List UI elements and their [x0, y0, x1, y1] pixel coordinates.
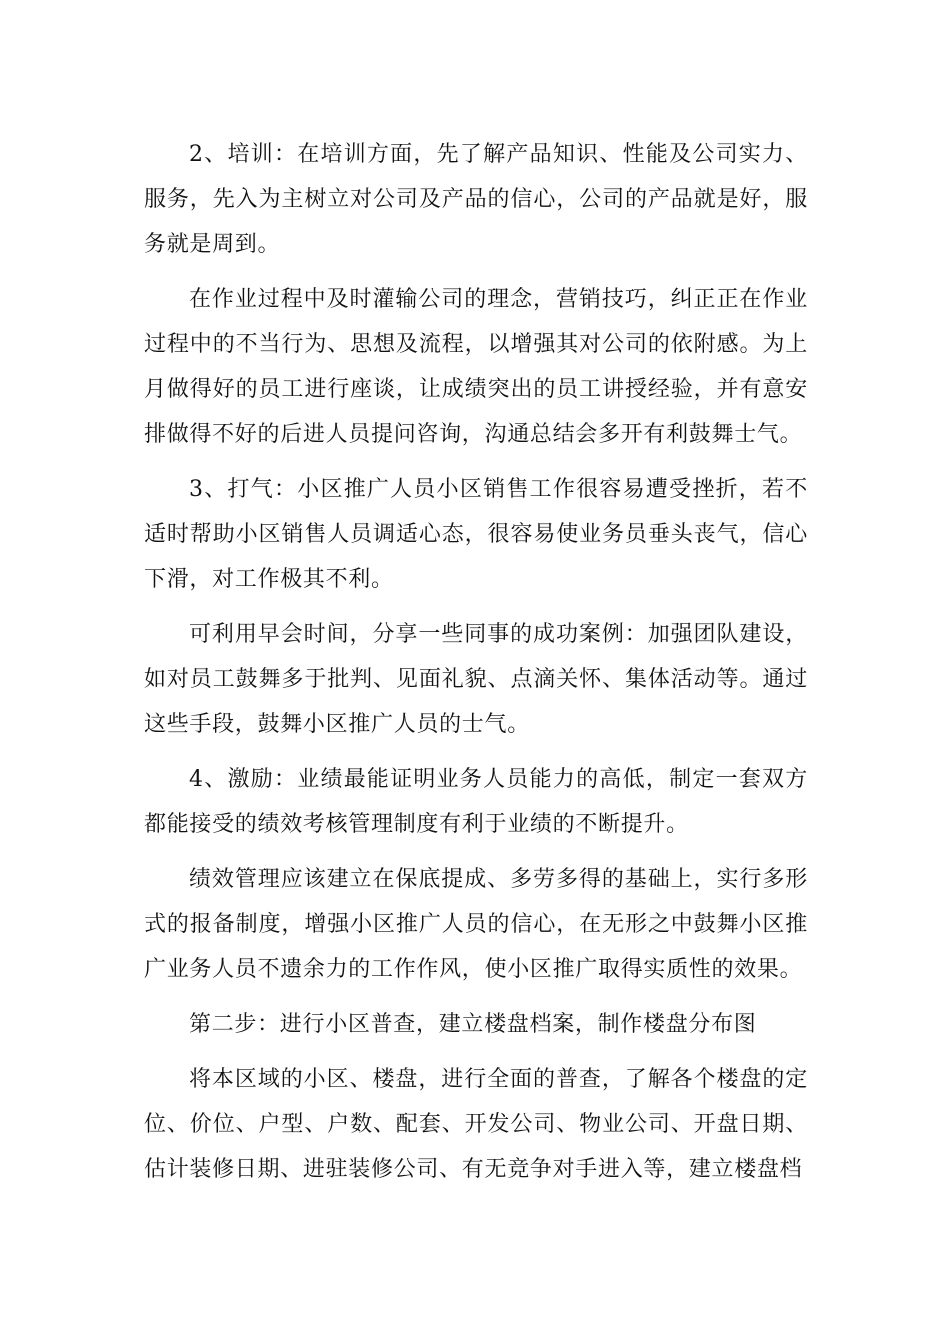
paragraph-incentive: 4、激励：业绩最能证明业务人员能力的高低，制定一套双方都能接受的绩效考核管理制度有利于业绩的不断提升。 — [144, 767, 808, 837]
paragraph-morning-meeting: 可利用早会时间，分享一些同事的成功案例：加强团队建设，如对员工鼓舞多于批判、见面礼貌、点滴关怀、集体活动等。通过这些手段，鼓舞小区推广人员的士气。 — [144, 622, 808, 737]
paragraph-training: 2、培训：在培训方面，先了解产品知识、性能及公司实力、服务，先入为主树立对公司及产品的信心，公司的产品就是好，服务就是周到。 — [144, 142, 808, 257]
paragraph-work-process: 在作业过程中及时灌输公司的理念，营销技巧，纠正正在作业过程中的不当行为、思想及流程，以增强其对公司的依附感。为上月做得好的员工进行座谈，让成绩突出的员工讲授经验，并有意安排做得不好的后进人员提问咨询，沟通总结会多开有利鼓舞士气。 — [144, 287, 808, 447]
paragraph-morale: 3、打气：小区推广人员小区销售工作很容易遭受挫折，若不适时帮助小区销售人员调适心态，很容易使业务员垂头丧气，信心下滑，对工作极其不利。 — [144, 477, 808, 592]
paragraph-performance: 绩效管理应该建立在保底提成、多劳多得的基础上，实行多形式的报备制度，增强小区推广人员的信心，在无形之中鼓舞小区推广业务人员不遗余力的工作作风，使小区推广取得实质性的效果。 — [144, 867, 808, 982]
paragraph-survey: 将本区域的小区、楼盘，进行全面的普查，了解各个楼盘的定位、价位、户型、户数、配套、开发公司、物业公司、开盘日期、估计装修日期、进驻装修公司、有无竞争对手进入等，建立楼盘档 — [144, 1067, 808, 1182]
document-body — [144, 132, 808, 1192]
paragraph-step-two-heading: 第二步：进行小区普查，建立楼盘档案，制作楼盘分布图 — [189, 1012, 757, 1037]
